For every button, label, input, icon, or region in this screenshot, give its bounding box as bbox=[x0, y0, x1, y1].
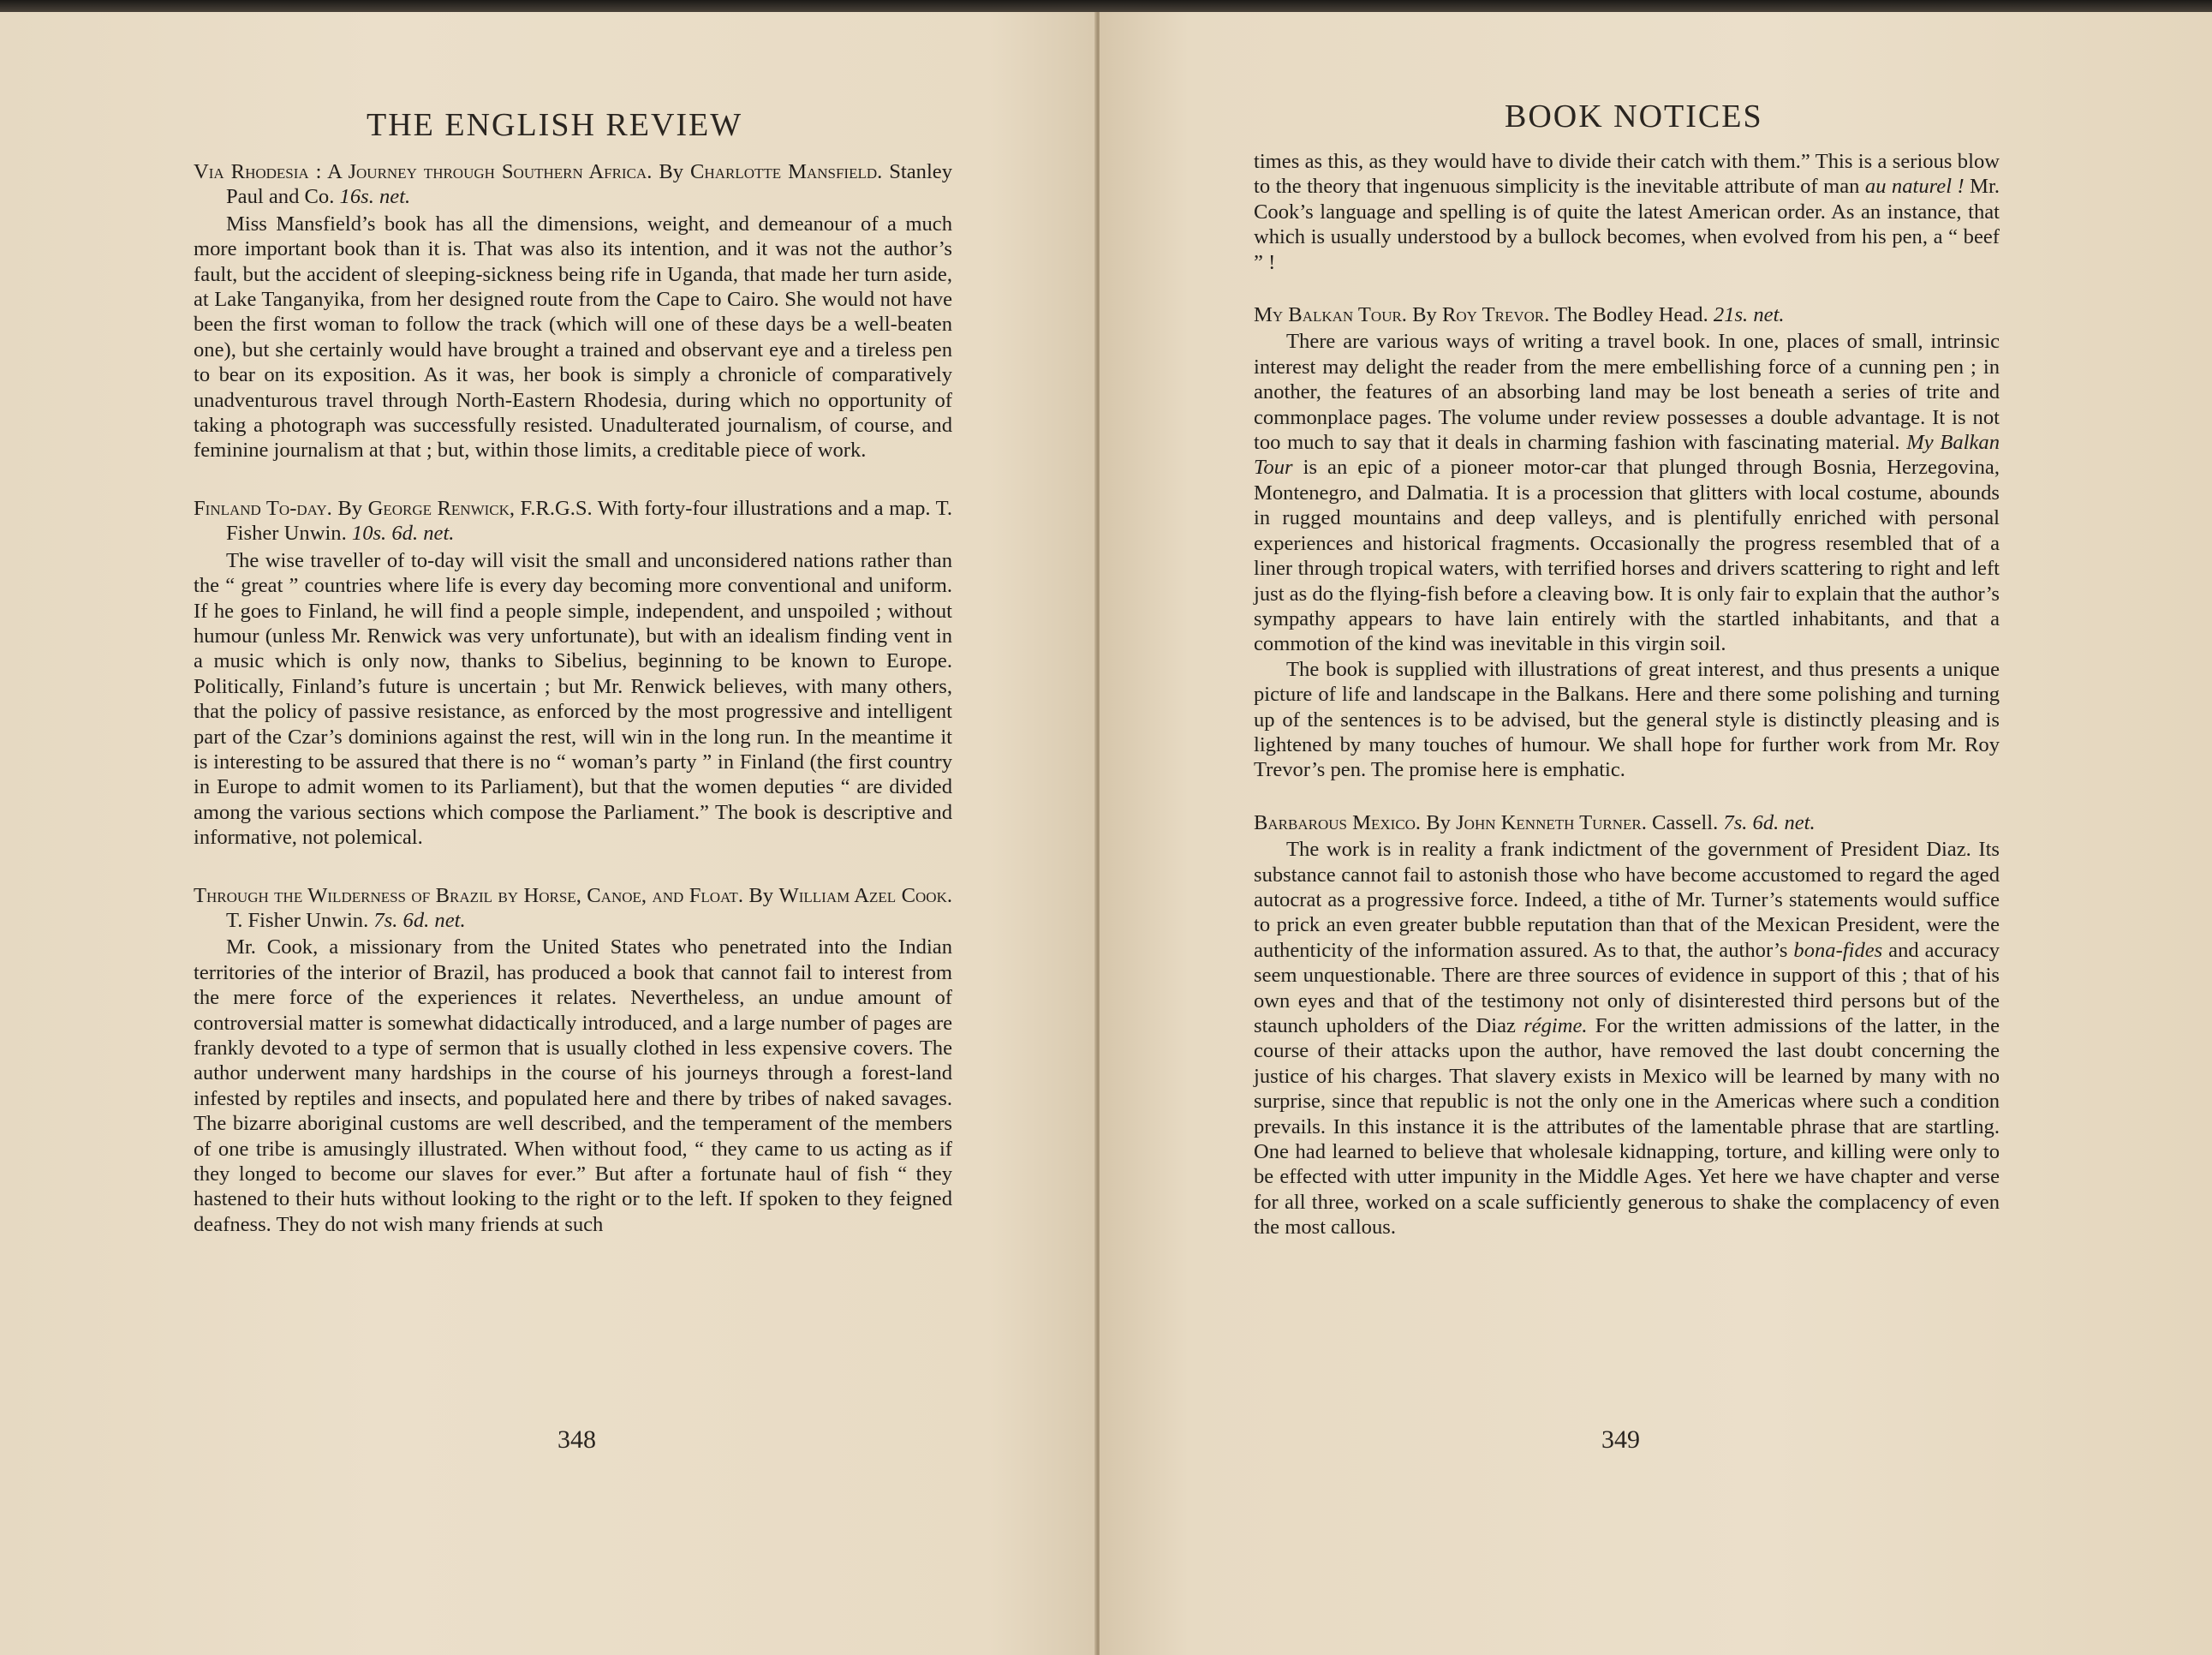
by-word: By bbox=[1421, 810, 1457, 834]
book-title: Through the Wilderness of Brazil by Horse, Canoe, and Float. bbox=[194, 883, 743, 907]
left-page bbox=[0, 12, 1098, 1655]
review-my-balkan-tour bbox=[1254, 302, 2000, 783]
book-price: 7s. 6d. net. bbox=[373, 908, 466, 932]
text-run: For the written admissions of the latter, in the course of their attacks upon the author, have removed the last doubt concerning the justice of his charges. That slavery exists in Mexico will be learned by many with no surprise, since that republic is not the only one in the Americas where such a condition prevails. In this instance it is the attributes of the lamentable phrase that are startling. One had learned to believe that wholesale kidnapping, torture, and killing were only to be effected with utter impunity in the Middle Ages. Yet here we have chapter and verse for all three, worked on a scale sufficiently generous to shake the complacency of even the most callous. bbox=[1254, 1014, 2000, 1240]
italic-phrase: au naturel ! bbox=[1864, 175, 1965, 199]
review-wilderness-of-brazil bbox=[194, 883, 952, 1238]
review-heading bbox=[194, 159, 952, 210]
book-price: 16s. net. bbox=[339, 185, 411, 209]
section-spacer bbox=[1254, 783, 2000, 810]
page-number-right: 349 bbox=[1601, 1425, 1640, 1454]
right-page bbox=[1100, 12, 2212, 1655]
book-title: Barbarous Mexico. bbox=[1254, 810, 1422, 834]
book-price: 21s. net. bbox=[1713, 303, 1785, 327]
by-word: By bbox=[331, 496, 368, 520]
review-paragraph: Miss Mansfield’s book has all the dimensions, weight, and demeanour of a much more important book than it is. That was also its intention, and it was not the author’s fault, but the accident of sleeping-sickness being rife in Uganda, that made her turn aside, at Lake Tanganyika, from her designed route from the Cape to Cairo. She would not have been the first woman to follow the track (which will one of these days be a well-beaten one), but she certainly would have brought a trained and observant eye and a tireless pen to bear on its exposition. As it was, her book is simply a chronicle of comparatively unadventurous travel through North-Eastern Rhodesia, during which no opportunity of taking a photograph was successfully resisted. Unadulterated journalism, of course, and feminine journalism at that ; but, within those limits, a creditable piece of work. bbox=[194, 212, 952, 463]
review-paragraph bbox=[1254, 329, 2000, 656]
book-price: 7s. 6d. net. bbox=[1723, 810, 1816, 834]
text-run: There are various ways of writing a travel book. In one, places of small, intrinsic interest may delight the reader from the mere embellishing force of a cunning pen ; in another, the features of an absorbing land may be lost beneath a series of trite and commonplace pages. The volume under review possesses a double advantage. It is not too much to say that it deals in charming fashion with fascinating material. bbox=[1254, 330, 2000, 455]
review-heading bbox=[194, 496, 952, 547]
book-author: Charlotte Mansfield. bbox=[690, 160, 883, 183]
book-author: George Renwick bbox=[367, 496, 510, 520]
review-heading bbox=[1254, 810, 2000, 835]
book-publisher: T. Fisher Unwin. bbox=[226, 908, 374, 932]
italic-phrase: régime. bbox=[1523, 1014, 1588, 1037]
left-text-block bbox=[194, 159, 952, 1237]
section-spacer bbox=[194, 463, 952, 496]
by-word: By bbox=[1406, 303, 1442, 327]
review-paragraph: Mr. Cook, a missionary from the United States who penetrated into the Indian territories of the interior of Brazil, has produced a book that cannot fail to interest from the mere force of the experiences it relates. Nevertheless, an undue amount of controversial matter is somewhat didactically introduced, and a large number of pages are frankly devoted to a type of sermon that is usually clothed in less expensive covers. The author underwent many hardships in the course of his journeys through a forest-land infested by reptiles and insects, and populated here and there by tribes of naked savages. The bizarre aboriginal customs are well described, and the temperament of the members of one tribe is amusingly illustrated. When without food, “ they came to us acting as if they longed to become our slaves for ever.” But after a fortunate haul of fish “ they hastened to their huts without looking to the right or to the left. If spoken to they feigned deafness. They do not wish many friends at such bbox=[194, 935, 952, 1236]
text-run: is an epic of a pioneer motor-car that plunged through Bosnia, Herzegovina, Montenegro, and Dalmatia. It is a procession that glitters with local costume, abounds in rugged mountains and deep valleys, and is plentifully enriched with personal experiences and historical fragments. Occasionally the progress resembled that of a liner through tropical waters, with terrified horses and drivers scattering to right and left just as do the flying-fish before a cleaving bow. It is only fair to explain that the author’s sympathy appears to have lain entirely with the startled inhabitants, and that a commotion of the kind was inevitable in this virgin soil. bbox=[1254, 456, 2000, 656]
running-head-right: BOOK NOTICES bbox=[1505, 99, 1763, 134]
review-finland-to-day bbox=[194, 496, 952, 851]
review-paragraph bbox=[1254, 837, 2000, 1240]
page-number-left: 348 bbox=[557, 1425, 596, 1454]
book-publisher: , F.R.G.S. With forty-four illustrations and a map. T. Fisher Unwin. bbox=[226, 496, 952, 546]
review-paragraph: The wise traveller of to-day will visit the small and unconsidered nations rather than the “ great ” countries where life is every day becoming more conventional and uniform. If he goes to Finland, he will find a people simple, independent, and unspoiled ; without humour (unless Mr. Renwick was very unfortunate), but with an idealism finding vent in a music which is only now, thanks to Sibelius, beginning to be known to Europe. Politically, Finland’s future is uncertain ; but Mr. Renwick believes, with many others, that the policy of passive resistance, as enforced by the most progressive and intelligent part of the Czar’s dominions against the rest, will win in the long run. In the meantime it is interesting to be assured that there is no “ woman’s party ” in Finland (the first country in Europe to admit women to its Parliament), but that the women deputies “ are divided among the various sections which compose the Parliament.” The book is descriptive and informative, not polemical. bbox=[194, 548, 952, 850]
text-run: The work is in reality a frank indictment of the government of President Diaz. Its substance cannot fail to astonish those who have become accustomed to regard the aged autocrat as a progressive force. Indeed, a tithe of Mr. Turner’s statements would suffice to prick an even greater bubble reputation than that of the Mexican President, were the authenticity of the information assured. As to that, the author’s bbox=[1254, 838, 2000, 962]
book-publisher: The Bodley Head. bbox=[1549, 303, 1714, 327]
book-title: Finland To-day. bbox=[194, 496, 332, 520]
review-heading bbox=[1254, 302, 2000, 327]
right-text-block bbox=[1254, 149, 2000, 1240]
section-spacer bbox=[1254, 275, 2000, 302]
book-author: William Azel Cook. bbox=[778, 883, 952, 907]
book-author: John Kenneth Turner. bbox=[1456, 810, 1647, 834]
text-run: Mr. Cook’s language and spelling is of quite the latest American order. As an instance, that which is usually understood by a bullock becomes, when evolved from his pen, a “ beef ” ! bbox=[1254, 175, 2000, 274]
by-word: By bbox=[742, 883, 779, 907]
italic-phrase: bona-fides bbox=[1793, 938, 1883, 962]
review-barbarous-mexico bbox=[1254, 810, 2000, 1240]
review-paragraph: The book is supplied with illustrations of great interest, and thus presents a unique picture of life and landscape in the Balkans. Here and there some polishing and turning up of the sentences is to be advised, but the general style is distinctly pleasing and is lightened by many touches of humour. We shall hope for further work from Mr. Roy Trevor’s pen. The promise here is emphatic. bbox=[1254, 657, 2000, 782]
book-price: 10s. 6d. net. bbox=[351, 522, 455, 546]
review-heading bbox=[194, 883, 952, 934]
book-author: Roy Trevor. bbox=[1441, 303, 1550, 327]
book-title: Via Rhodesia : A Journey through Southern Africa. bbox=[194, 160, 653, 183]
page-top-edge bbox=[0, 0, 2212, 12]
section-spacer bbox=[194, 851, 952, 883]
book-publisher: Stanley Paul and Co. bbox=[226, 160, 953, 209]
text-run: and accuracy seem unquestionable. There are three sources of evidence in support of this ; that of his own eyes and that of the testimony not only of disinterested third persons but of the staunch upholders of the Diaz bbox=[1254, 938, 2000, 1037]
book-publisher: Cassell. bbox=[1646, 810, 1724, 834]
text-run: times as this, as they would have to divide their catch with them.” This is a serious blow to the theory that ingenuous simplicity is the inevitable attribute of man bbox=[1254, 150, 2000, 199]
book-title: My Balkan Tour. bbox=[1254, 303, 1407, 327]
by-word: By bbox=[652, 160, 691, 183]
continued-paragraph bbox=[1254, 149, 2000, 275]
review-via-rhodesia bbox=[194, 159, 952, 463]
italic-phrase: My Balkan Tour bbox=[1254, 431, 2000, 480]
running-head-left: THE ENGLISH REVIEW bbox=[367, 107, 743, 143]
